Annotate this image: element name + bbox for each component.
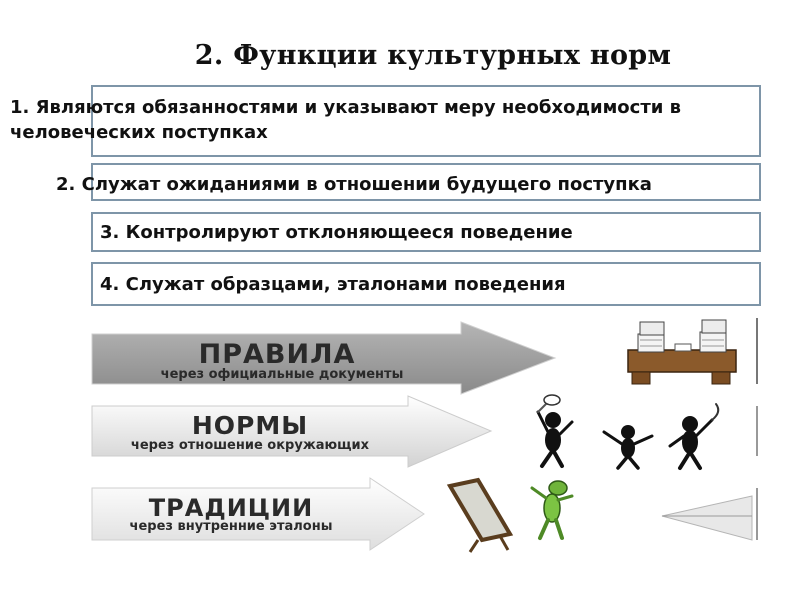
desk-with-documents-icon [628, 320, 736, 384]
arrow-traditions-label: ТРАДИЦИИ [148, 494, 314, 522]
arrow-rules-sublabel: через официальные документы [160, 367, 404, 382]
arrow-norms-sublabel: через отношение окружающих [130, 438, 370, 453]
function-item-4: 4. Служат образцами, эталонами поведения [100, 274, 566, 295]
fighting-figures-icon [538, 395, 718, 468]
arrow-norms-label: НОРМЫ [191, 411, 309, 440]
arrow-rules-label: ПРАВИЛА [198, 339, 356, 370]
function-item-1: 1. Являются обязанностями и указывают меру необходимости в человеческих поступках [10, 97, 682, 143]
slide-title: 2. Функции культурных норм [194, 40, 672, 71]
partial-wedge-shape [662, 496, 752, 540]
function-item-3: 3. Контролируют отклоняющееся поведение [100, 222, 573, 243]
arrow-traditions-sublabel: через внутренние эталоны [129, 519, 333, 534]
function-item-2: 2. Служат ожиданиями в отношении будущего поступка [56, 174, 652, 195]
frog-at-mirror-icon [450, 480, 572, 552]
